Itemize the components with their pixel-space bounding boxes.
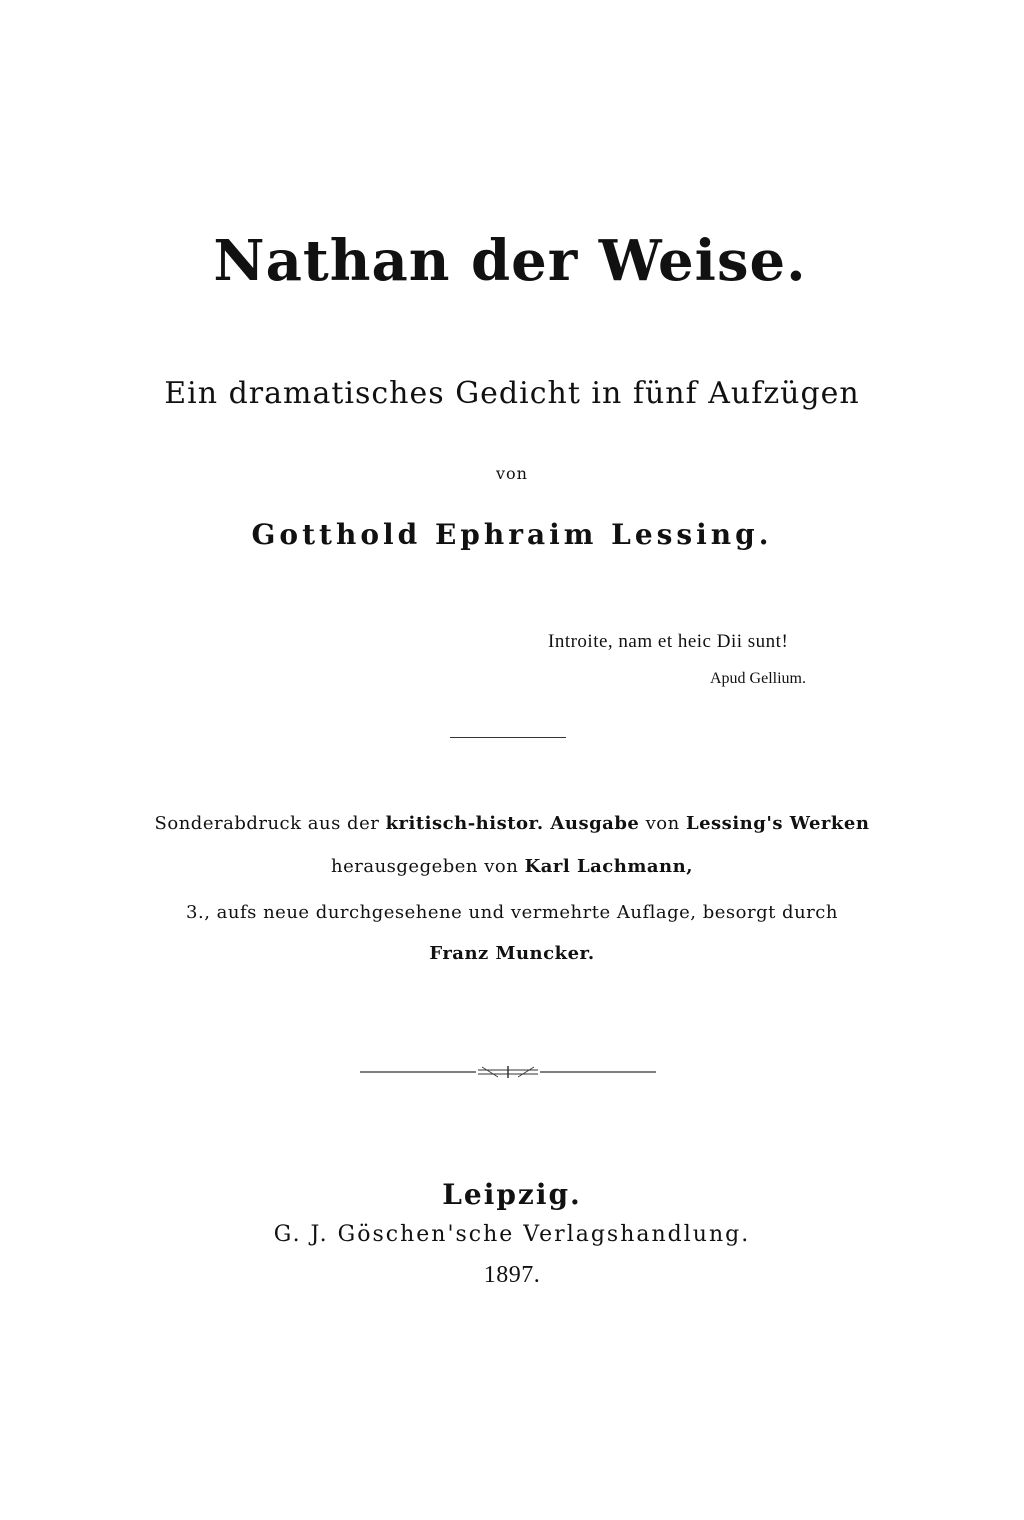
by-word: von bbox=[496, 464, 528, 483]
divider-rule bbox=[450, 737, 566, 738]
edition-text: Sonderabdruck aus der bbox=[154, 813, 386, 834]
edition-text: herausgegeben von bbox=[331, 856, 525, 877]
reviser-name: Franz Muncker. bbox=[429, 943, 595, 964]
editor-name: Karl Lachmann, bbox=[524, 856, 693, 877]
edition-text: von bbox=[639, 813, 686, 834]
edition-line-3: 3., aufs neue durchgesehene und vermehrte Auflage, besorgt durch bbox=[186, 902, 838, 923]
imprint-year: 1897. bbox=[483, 1262, 541, 1288]
book-title: Nathan der Weise. bbox=[213, 228, 807, 294]
edition-line-2 bbox=[0, 856, 1024, 877]
imprint-publisher: G. J. Göschen'sche Verlagshandlung. bbox=[273, 1222, 751, 1247]
author-name: Gotthold Ephraim Lessing. bbox=[251, 518, 773, 551]
motto-source: Apud Gellium. bbox=[710, 670, 806, 687]
ornament-divider bbox=[360, 1064, 656, 1080]
edition-emphasis: Lessing's Werken bbox=[685, 813, 870, 834]
edition-line-1 bbox=[0, 813, 1024, 834]
edition-emphasis: kritisch-histor. Ausgabe bbox=[385, 813, 640, 834]
book-subtitle: Ein dramatisches Gedicht in fünf Aufzügen bbox=[164, 376, 860, 411]
imprint-place: Leipzig. bbox=[442, 1178, 582, 1211]
motto-text: Introite, nam et heic Dii sunt! bbox=[548, 631, 789, 652]
